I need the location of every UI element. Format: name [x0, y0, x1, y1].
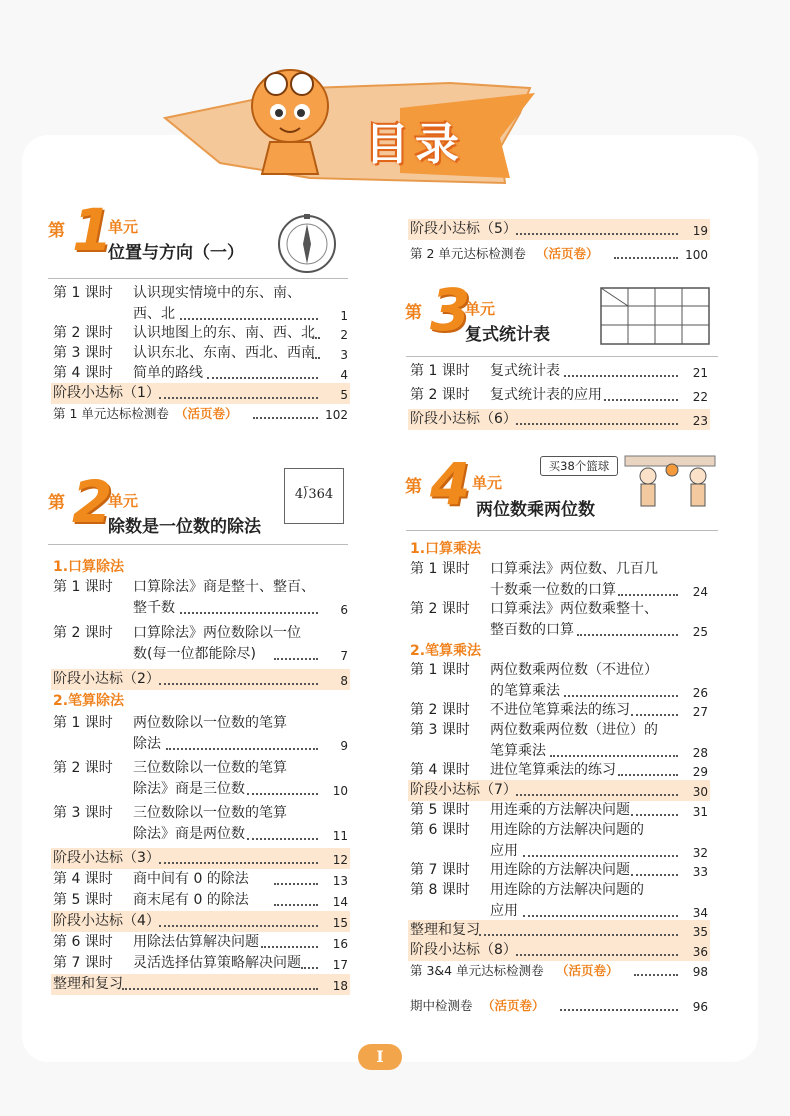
loose-leaf-tag: （活页卷）	[482, 998, 545, 1013]
dot-leader	[159, 862, 318, 864]
children-shopping-icon	[620, 452, 720, 522]
table-grid-icon	[600, 287, 710, 345]
dot-leader	[614, 257, 678, 259]
toc-topic: 口算除法》两位数除以一位	[133, 625, 301, 641]
toc-topic-line2: 整百数的口算	[490, 622, 574, 638]
toc-label: 阶段小达标（2）	[53, 671, 160, 687]
unit-2-di: 第	[48, 493, 65, 513]
loose-leaf-tag: （活页卷）	[536, 246, 599, 261]
dot-leader	[516, 794, 678, 796]
toc-label: 第 2 课时	[53, 325, 113, 341]
page-number: 28	[692, 746, 708, 760]
page-number: 17	[332, 958, 348, 972]
dot-leader	[550, 755, 678, 757]
toc-label: 第 2 课时	[410, 601, 470, 617]
toc-label: 整理和复习	[410, 922, 480, 938]
page-number: 9	[340, 739, 348, 753]
toc-topic: 三位数除以一位数的笔算	[133, 805, 287, 821]
toc-label: 第 8 课时	[410, 882, 470, 898]
unit-2-title: 除数是一位数的除法	[108, 517, 261, 537]
toc-topic: 商中间有 0 的除法	[133, 871, 249, 887]
dot-leader	[159, 683, 318, 685]
dot-leader	[159, 925, 318, 927]
toc-topic: 复式统计表	[490, 363, 560, 379]
dot-leader	[560, 1009, 678, 1011]
dot-leader	[604, 399, 678, 401]
toc-label: 阶段小达标（1）	[53, 385, 160, 401]
dot-leader	[247, 838, 318, 840]
page-number: 11	[332, 829, 348, 843]
toc-label: 第 1 单元达标检测卷	[53, 406, 169, 421]
toc-topic-line2: 除法》商是三位数	[133, 781, 245, 797]
toc-topic-line2: 整千数	[133, 600, 175, 616]
dot-leader	[618, 594, 679, 596]
page-number-badge: I	[358, 1044, 402, 1070]
dot-leader	[312, 337, 320, 339]
toc-topic: 用连除的方法解决问题的	[490, 882, 644, 898]
page-number: 2	[340, 328, 348, 342]
dot-leader	[564, 375, 679, 377]
toc-topic-line2: 数(每一位都能除尽)	[133, 646, 256, 662]
page-number: 102	[325, 408, 348, 422]
dot-leader	[274, 883, 318, 885]
unit-3-danyuan: 单元	[465, 300, 496, 318]
unit-4-number: 4	[430, 450, 471, 518]
division-card-icon: 4⟌364	[284, 468, 344, 524]
dot-leader	[180, 318, 319, 320]
dot-leader	[247, 793, 318, 795]
unit-3-di: 第	[405, 303, 422, 323]
divider	[48, 278, 348, 279]
toc-label: 第 3 课时	[53, 805, 113, 821]
section-heading: 1.口算除法	[53, 559, 125, 575]
toc-topic-line2: 应用	[490, 903, 518, 919]
page-number: 31	[692, 805, 708, 819]
toc-topic-line2: 笔算乘法	[490, 743, 546, 759]
toc-label: 阶段小达标（4）	[53, 913, 160, 929]
toc-label: 第 4 课时	[410, 762, 470, 778]
page-number: 12	[332, 853, 348, 867]
toc-label: 第 6 课时	[410, 822, 470, 838]
toc-topic: 口算除法》商是整十、整百、	[133, 579, 315, 595]
page-number: 23	[692, 414, 708, 428]
dot-leader	[312, 357, 320, 359]
dot-leader	[523, 915, 678, 917]
page-number: 10	[332, 784, 348, 798]
toc-label: 第 3 课时	[53, 345, 113, 361]
toc-topic: 灵活选择估算策略解决问题	[133, 955, 301, 971]
toc-topic: 用连除的方法解决问题	[490, 862, 630, 878]
toc-topic: 两位数乘两位数（进位）的	[490, 722, 658, 738]
dot-leader	[631, 814, 678, 816]
toc-label: 第 7 课时	[53, 955, 113, 971]
unit-2-danyuan: 单元	[108, 492, 139, 510]
toc-label: 期中检测卷	[410, 998, 473, 1013]
toc-topic: 三位数除以一位数的笔算	[133, 760, 287, 776]
dot-leader	[516, 233, 678, 235]
page-number: 26	[692, 686, 708, 700]
toc-topic: 两位数乘两位数（不进位）	[490, 662, 658, 678]
toc-label: 阶段小达标（3）	[53, 850, 160, 866]
toc-label: 第 1 课时	[53, 715, 113, 731]
unit-1-number: 1	[72, 196, 113, 264]
section-heading: 1.口算乘法	[410, 541, 482, 557]
page-number: 35	[692, 925, 708, 939]
dot-leader	[253, 417, 318, 419]
page-number: 5	[340, 388, 348, 402]
page-number: 33	[692, 865, 708, 879]
dot-leader	[577, 634, 678, 636]
page-number: 8	[340, 674, 348, 688]
toc-topic: 口算乘法》两位数、几百几	[490, 561, 658, 577]
toc-label: 第 5 课时	[410, 802, 470, 818]
toc-topic-line2: 除法	[133, 736, 161, 752]
dot-leader	[564, 695, 679, 697]
toc-label: 第 3 课时	[410, 722, 470, 738]
page-number: 96	[692, 1000, 708, 1014]
divider	[406, 356, 718, 357]
loose-leaf-tag: （活页卷）	[556, 963, 619, 978]
toc-label: 阶段小达标（7）	[410, 782, 517, 798]
page-number: 100	[685, 248, 708, 262]
page-number: 3	[340, 348, 348, 362]
speech-bubble: 买38个篮球	[540, 456, 618, 476]
toc-label: 第 1 课时	[53, 285, 113, 301]
divider	[48, 544, 348, 545]
page-number: 15	[332, 916, 348, 930]
page-number: 27	[692, 705, 708, 719]
toc-topic: 用连乘的方法解决问题	[490, 802, 630, 818]
page-number: 19	[692, 224, 708, 238]
compass-icon	[276, 213, 338, 275]
page-number: 1	[340, 309, 348, 323]
section-heading: 2.笔算除法	[53, 693, 125, 709]
toc-label: 第 2 单元达标检测卷	[410, 246, 526, 261]
dot-leader	[274, 658, 318, 660]
toc-topic: 简单的路线	[133, 365, 203, 381]
unit-1-danyuan: 单元	[108, 218, 139, 236]
toc-label: 阶段小达标（5）	[410, 221, 517, 237]
page-number: 30	[692, 785, 708, 799]
toc-label: 第 5 课时	[53, 892, 113, 908]
dot-leader	[516, 423, 678, 425]
page-number: 6	[340, 603, 348, 617]
toc-topic: 认识东北、东南、西北、西南	[133, 345, 315, 361]
unit-3-number: 3	[430, 276, 471, 344]
page-number: 34	[692, 906, 708, 920]
dot-leader	[274, 904, 318, 906]
toc-label: 第 2 课时	[53, 625, 113, 641]
unit-2-number: 2	[72, 468, 113, 536]
unit-1-di: 第	[48, 221, 65, 241]
toc-topic: 用连除的方法解决问题的	[490, 822, 644, 838]
toc-label: 第 1 课时	[53, 579, 113, 595]
page-number: 14	[332, 895, 348, 909]
toc-label: 第 1 课时	[410, 363, 470, 379]
toc-topic-line2: 西、北	[133, 306, 175, 322]
toc-label: 第 2 课时	[410, 702, 470, 718]
page-number: 24	[692, 585, 708, 599]
page-number: 32	[692, 846, 708, 860]
toc-label: 第 4 课时	[53, 365, 113, 381]
toc-label: 第 4 课时	[53, 871, 113, 887]
dot-leader	[180, 612, 319, 614]
page-title: 目录	[365, 119, 465, 170]
dot-leader	[207, 377, 319, 379]
toc-topic: 认识现实情境中的东、南、	[133, 285, 301, 301]
toc-topic-line2: 的笔算乘法	[490, 683, 560, 699]
page-number: 4	[340, 368, 348, 382]
toc-topic: 不进位笔算乘法的练习	[490, 702, 630, 718]
dot-leader	[261, 946, 319, 948]
toc-label: 第 2 课时	[53, 760, 113, 776]
dot-leader	[634, 974, 678, 976]
section-heading: 2.笔算乘法	[410, 643, 482, 659]
toc-label: 第 2 课时	[410, 387, 470, 403]
dot-leader	[516, 954, 678, 956]
page-number: 18	[332, 979, 348, 993]
dot-leader	[159, 397, 318, 399]
toc-topic-line2: 除法》商是两位数	[133, 826, 245, 842]
toc-label: 第 1 课时	[410, 561, 470, 577]
dot-leader	[122, 988, 319, 990]
dot-leader	[479, 934, 679, 936]
toc-label: 第 7 课时	[410, 862, 470, 878]
unit-1-title: 位置与方向（一）	[108, 243, 244, 263]
dot-leader	[631, 714, 678, 716]
dot-leader	[166, 748, 318, 750]
toc-topic: 进位笔算乘法的练习	[490, 762, 616, 778]
toc-topic: 用除法估算解决问题	[133, 934, 259, 950]
toc-topic: 商末尾有 0 的除法	[133, 892, 249, 908]
toc-label: 第 1 课时	[410, 662, 470, 678]
page-number: 36	[692, 945, 708, 959]
toc-topic: 两位数除以一位数的笔算	[133, 715, 287, 731]
unit-4-danyuan: 单元	[472, 474, 503, 492]
page-number: 16	[332, 937, 348, 951]
toc-label: 阶段小达标（6）	[410, 411, 517, 427]
toc-label: 阶段小达标（8）	[410, 942, 517, 958]
toc-topic: 认识地图上的东、南、西、北	[133, 325, 315, 341]
toc-label: 第 6 课时	[53, 934, 113, 950]
page-number: 25	[692, 625, 708, 639]
dot-leader	[618, 774, 679, 776]
dot-leader	[523, 855, 678, 857]
toc-label: 整理和复习	[53, 976, 123, 992]
loose-leaf-tag: （活页卷）	[175, 406, 238, 421]
unit-4-di: 第	[405, 477, 422, 497]
dot-leader	[301, 967, 318, 969]
page-number: 21	[692, 366, 708, 380]
toc-topic: 口算乘法》两位数乘整十、	[490, 601, 658, 617]
unit-4-title: 两位数乘两位数	[476, 500, 595, 520]
toc-topic: 复式统计表的应用	[490, 387, 602, 403]
page-number: 98	[692, 965, 708, 979]
toc-label: 第 3&4 单元达标检测卷	[410, 963, 544, 978]
page-number: 22	[692, 390, 708, 404]
dot-leader	[631, 874, 678, 876]
toc-topic-line2: 应用	[490, 843, 518, 859]
unit-3-title: 复式统计表	[465, 325, 550, 345]
page-number: 13	[332, 874, 348, 888]
page-number: 7	[340, 649, 348, 663]
divider	[406, 530, 718, 531]
page-number: 29	[692, 765, 708, 779]
toc-topic-line2: 十数乘一位数的口算	[490, 582, 616, 598]
